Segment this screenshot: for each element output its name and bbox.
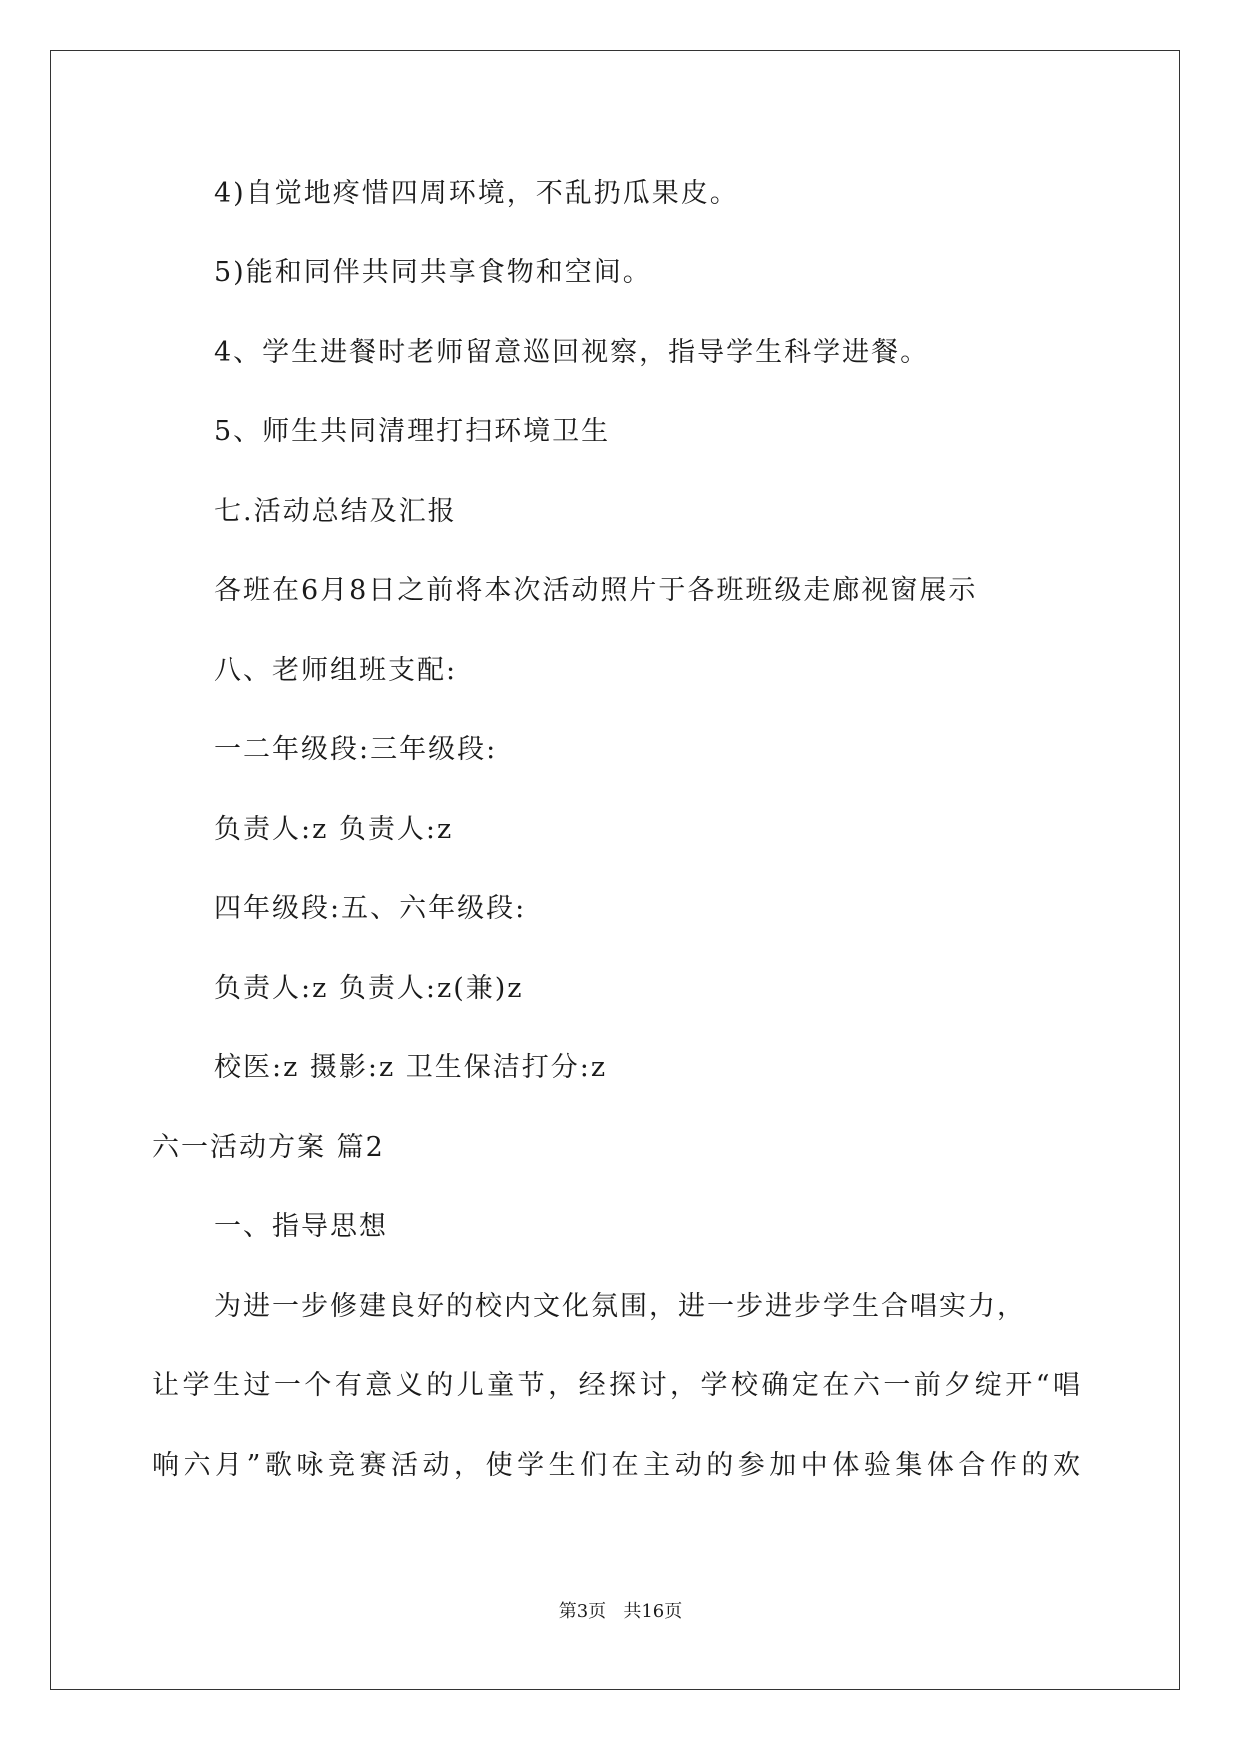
page-border bbox=[50, 50, 1180, 1690]
section-heading-8: 八、老师组班支配: bbox=[214, 655, 458, 686]
page-number: 第3页 共16页 bbox=[558, 1601, 683, 1622]
paragraph: 各班在6月8日之前将本次活动照片于各班班级走廊视窗展示 bbox=[214, 575, 978, 606]
step-4: 4、学生进餐时老师留意巡回视察，指导学生科学进餐。 bbox=[214, 337, 930, 368]
section-heading-7: 七.活动总结及汇报 bbox=[214, 496, 457, 527]
responsible-line: 负责人:z 负责人:z(兼)z bbox=[214, 973, 524, 1004]
step-5: 5、师生共同清理打扫环境卫生 bbox=[214, 416, 611, 447]
list-item-4: 4)自觉地疼惜四周环境，不乱扔瓜果皮。 bbox=[214, 178, 739, 209]
paragraph-line: 响六月”歌咏竞赛活动，使学生们在主动的参加中体验集体合作的欢 bbox=[152, 1450, 1082, 1481]
section-heading-1: 一、指导思想 bbox=[214, 1211, 388, 1242]
responsible-line: 负责人:z 负责人:z bbox=[214, 814, 454, 845]
list-item-5: 5)能和同伴共同共享食物和空间。 bbox=[214, 257, 652, 288]
paragraph-line: 让学生过一个有意义的儿童节，经探讨，学校确定在六一前夕绽开“唱 bbox=[152, 1370, 1082, 1401]
staff-line: 校医:z 摄影:z 卫生保洁打分:z bbox=[214, 1052, 608, 1083]
grade-groups-line: 一二年级段:三年级段: bbox=[214, 734, 498, 765]
grade-groups-line: 四年级段:五、六年级段: bbox=[214, 893, 527, 924]
paragraph-line: 为进一步修建良好的校内文化氛围，进一步进步学生合唱实力， bbox=[214, 1291, 1026, 1322]
article-title: 六一活动方案 篇2 bbox=[152, 1132, 385, 1163]
